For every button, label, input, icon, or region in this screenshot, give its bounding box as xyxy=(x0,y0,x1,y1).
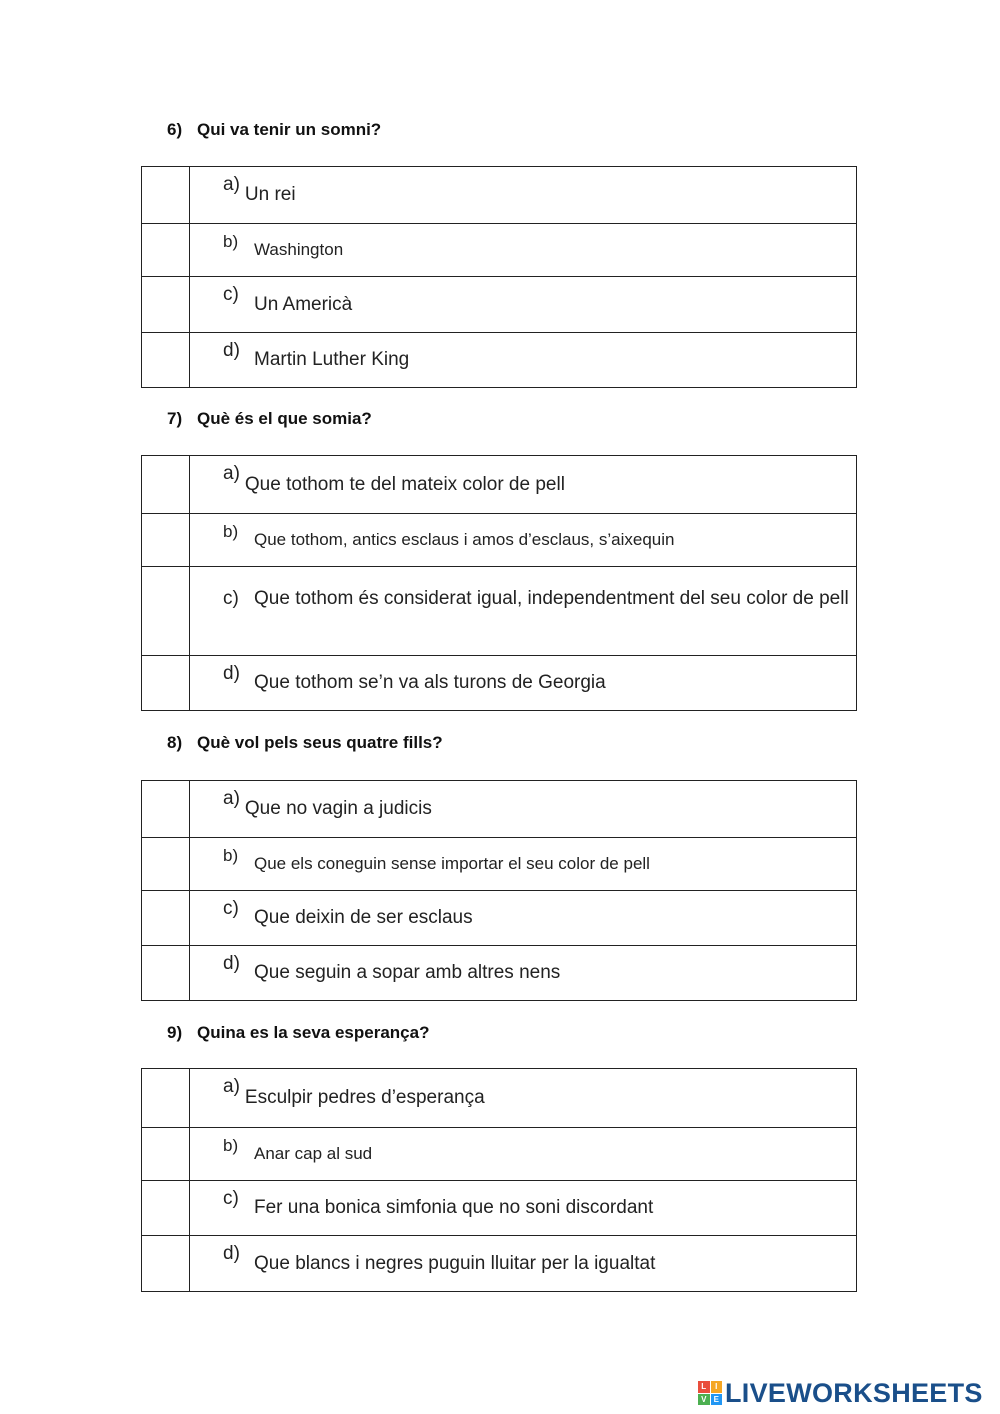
option-cell xyxy=(190,1181,856,1235)
option-text: Esculpir pedres d’esperança xyxy=(244,1087,485,1108)
question-number: 6) xyxy=(167,120,183,139)
option-cell xyxy=(190,514,856,566)
option-cell xyxy=(190,456,856,513)
option-cell xyxy=(190,1236,856,1291)
option-text: Que blancs i negres puguin lluitar per la igualtat xyxy=(254,1252,656,1274)
option-letter: c) xyxy=(223,1188,239,1209)
answer-checkbox[interactable] xyxy=(142,514,190,566)
option-row xyxy=(142,945,856,1000)
answer-checkbox[interactable] xyxy=(142,1236,190,1291)
answer-checkbox[interactable] xyxy=(142,1181,190,1235)
option-cell xyxy=(190,838,856,890)
logo-text: LIVEWORKSHEETS xyxy=(725,1377,983,1408)
option-cell xyxy=(190,333,856,387)
option-cell xyxy=(190,946,856,1000)
option-cell xyxy=(190,656,856,710)
answer-checkbox[interactable] xyxy=(142,781,190,837)
logo-icon-tile: L xyxy=(698,1381,710,1393)
option-letter: d) xyxy=(223,663,240,684)
option-row xyxy=(142,1127,856,1180)
option-cell xyxy=(190,224,856,276)
question-9-options xyxy=(141,1068,857,1292)
question-text: Què vol pels seus quatre fills? xyxy=(197,733,443,752)
question-text: Què és el que somia? xyxy=(197,409,372,428)
option-row xyxy=(142,781,856,837)
answer-checkbox[interactable] xyxy=(142,277,190,332)
answer-checkbox[interactable] xyxy=(142,946,190,1000)
question-7-options xyxy=(141,455,857,711)
question-7-title xyxy=(167,409,372,429)
question-6-options xyxy=(141,166,857,388)
answer-checkbox[interactable] xyxy=(142,891,190,945)
logo-icon-tile: E xyxy=(711,1394,723,1406)
question-number: 8) xyxy=(167,733,183,752)
option-cell xyxy=(190,891,856,945)
option-text: Que tothom te del mateix color de pell xyxy=(244,473,565,495)
option-row xyxy=(142,456,856,513)
option-text: Washington xyxy=(254,240,344,259)
option-text: Que tothom és considerat igual, independentment del seu color de pell xyxy=(254,588,849,609)
option-row xyxy=(142,332,856,387)
option-text: Que tothom se’n va als turons de Georgia xyxy=(254,672,606,693)
option-row xyxy=(142,837,856,890)
option-cell xyxy=(190,167,856,223)
option-row xyxy=(142,276,856,332)
answer-checkbox[interactable] xyxy=(142,224,190,276)
option-row xyxy=(142,513,856,566)
option-letter: c) xyxy=(223,898,239,919)
option-letter: d) xyxy=(223,340,240,361)
answer-checkbox[interactable] xyxy=(142,1128,190,1180)
option-text: Que tothom, antics esclaus i amos d’esclaus, s’aixequin xyxy=(254,530,675,549)
option-text: Que deixin de ser esclaus xyxy=(254,907,473,928)
option-letter: d) xyxy=(223,1243,240,1264)
option-text: Fer una bonica simfonia que no soni discordant xyxy=(254,1197,654,1218)
option-letter: b) xyxy=(223,846,239,865)
question-6-title xyxy=(167,120,381,140)
option-text: Anar cap al sud xyxy=(254,1144,373,1163)
option-text: Martin Luther King xyxy=(254,349,410,370)
option-cell xyxy=(190,1128,856,1180)
answer-checkbox[interactable] xyxy=(142,838,190,890)
option-row xyxy=(142,890,856,945)
option-letter: a) xyxy=(223,174,240,195)
option-text: Que no vagin a judicis xyxy=(244,798,432,819)
question-text: Qui va tenir un somni? xyxy=(197,120,382,139)
option-letter: c) xyxy=(223,284,239,305)
option-letter: a) xyxy=(223,788,240,809)
option-letter: b) xyxy=(223,522,239,541)
logo-icon-tile: I xyxy=(711,1381,723,1393)
liveworksheets-logo xyxy=(698,1378,983,1408)
option-row xyxy=(142,566,856,655)
option-cell xyxy=(190,781,856,837)
option-letter: c) xyxy=(223,588,239,609)
option-text: Un Americà xyxy=(254,293,353,315)
question-number: 9) xyxy=(167,1023,183,1042)
question-8-title xyxy=(167,733,443,753)
option-letter: a) xyxy=(223,1076,240,1097)
question-9-title xyxy=(167,1023,429,1043)
option-row xyxy=(142,1180,856,1235)
option-text: Un rei xyxy=(244,184,296,205)
option-letter: a) xyxy=(223,463,240,484)
answer-checkbox[interactable] xyxy=(142,656,190,710)
option-text: Que seguin a sopar amb altres nens xyxy=(254,962,561,983)
answer-checkbox[interactable] xyxy=(142,167,190,223)
option-row xyxy=(142,1069,856,1127)
question-8-options xyxy=(141,780,857,1001)
option-cell xyxy=(190,277,856,332)
liveworksheets-logo-icon xyxy=(698,1381,722,1405)
option-row xyxy=(142,167,856,223)
option-row xyxy=(142,655,856,710)
question-text: Quina es la seva esperança? xyxy=(197,1023,430,1042)
option-cell xyxy=(190,1069,856,1127)
option-row xyxy=(142,223,856,276)
question-number: 7) xyxy=(167,409,183,428)
option-row xyxy=(142,1235,856,1291)
answer-checkbox[interactable] xyxy=(142,456,190,513)
option-letter: b) xyxy=(223,1136,239,1155)
option-cell xyxy=(190,567,862,655)
answer-checkbox[interactable] xyxy=(142,333,190,387)
answer-checkbox[interactable] xyxy=(142,567,190,655)
answer-checkbox[interactable] xyxy=(142,1069,190,1127)
option-text: Que els coneguin sense importar el seu color de pell xyxy=(254,854,650,873)
option-letter: d) xyxy=(223,953,240,974)
option-letter: b) xyxy=(223,232,239,251)
logo-icon-tile: V xyxy=(698,1394,710,1406)
